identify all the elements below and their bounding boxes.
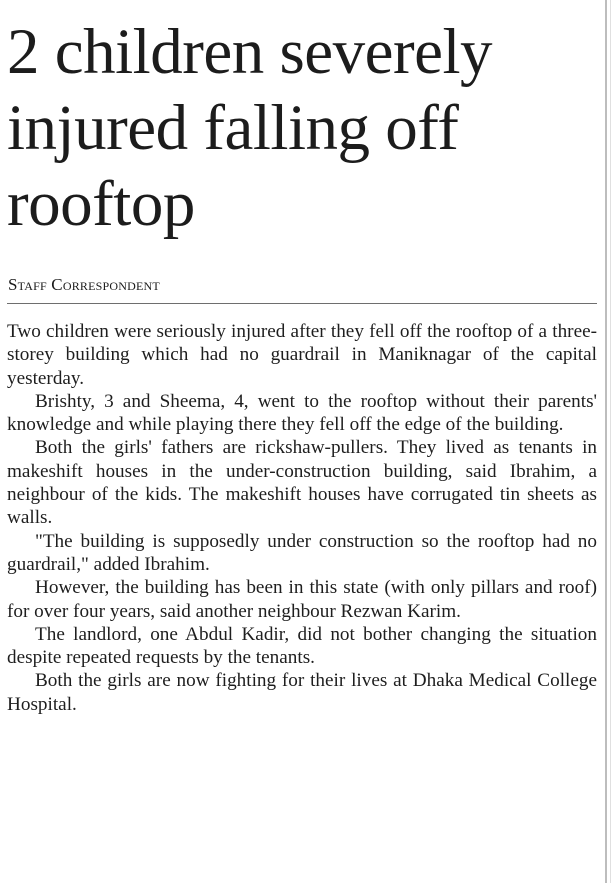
paragraph: However, the building has been in this state (with only pillars and roof) for over four years, said another neighbour Rezwan Karim. [7,577,597,622]
paragraph: Both the girls' fathers are rickshaw-pullers. They lived as tenants in makeshift houses in the under-construction building, said Ibrahim, a neighbour of the kids. The makeshift houses have corrugated tin sheets as walls. [7,437,597,529]
paragraph: Brishty, 3 and Sheema, 4, went to the rooftop without their parents' knowledge and while playing there they fell off the edge of the building. [7,390,597,436]
article-body [7,320,597,716]
column-edge-rule [605,0,607,883]
paragraph: The landlord, one Abdul Kadir, did not bother changing the situation despite repeated requests by the tenants. [7,623,597,669]
paragraph: Two children were seriously injured after they fell off the rooftop of a three-storey building which had no guardrail in Maniknagar of the capital yesterday. [7,321,597,389]
byline: Staff Correspondent [8,275,160,294]
headline: 2 children severely injured falling off rooftop [7,16,493,240]
byline-divider [7,303,597,304]
paragraph: "The building is supposedly under construction so the rooftop had no guardrail," added Ibrahim. [7,530,597,575]
column-edge-rule-thin [610,0,611,883]
paragraph: Both the girls are now fighting for their lives at Dhaka Medical College Hospital. [7,670,597,715]
